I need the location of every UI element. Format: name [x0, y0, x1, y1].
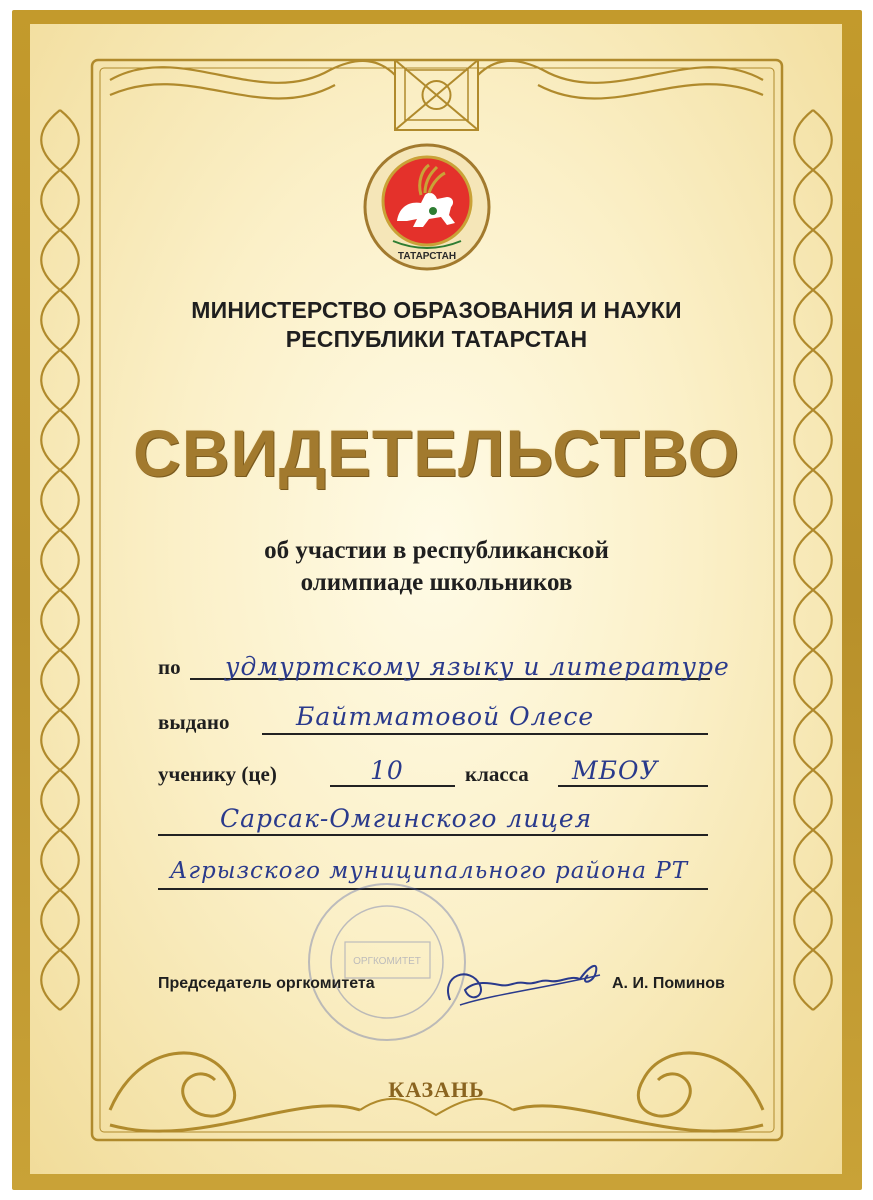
certificate-subtitle: [0, 535, 873, 599]
tatarstan-emblem: [363, 143, 491, 271]
chairman-name: А. И. Поминов: [612, 975, 725, 992]
school-type-value: МБОУ: [572, 756, 659, 785]
student-label: ученику (це): [158, 762, 277, 786]
ministry-line-2: РЕСПУБЛИКИ ТАТАРСТАН: [285, 326, 588, 352]
issued-line: [262, 733, 708, 735]
subtitle-line-1: об участии в республиканской: [264, 537, 609, 564]
grade-value: 10: [370, 756, 404, 785]
school-type-line: [558, 785, 708, 787]
class-label: класса: [465, 762, 529, 786]
issued-label: выдано: [158, 710, 230, 734]
emblem-label: ТАТАРСТАН: [397, 251, 457, 262]
issued-value: Байтматовой Олесе: [296, 702, 595, 731]
school-line: [158, 834, 708, 836]
ministry-header: [0, 296, 873, 354]
subject-label: по: [158, 655, 181, 679]
stamp-text: ОРГКОМИТЕТ: [353, 956, 421, 967]
handwritten-signature: [430, 945, 610, 1015]
school-value: Сарсак-Омгинского лицея: [220, 804, 593, 833]
certificate-title: СВИДЕТЕЛЬСТВО: [133, 416, 740, 490]
grade-line: [330, 785, 455, 787]
district-value: Агрызского муниципального района РТ: [170, 858, 689, 884]
subtitle-line-2: олимпиаде школьников: [300, 569, 573, 596]
chairman-title: Председатель оргкомитета: [158, 975, 375, 992]
subject-value: удмуртскому языку и литературе: [225, 652, 730, 681]
issue-city: КАЗАНЬ: [388, 1077, 485, 1102]
ministry-line-1: МИНИСТЕРСТВО ОБРАЗОВАНИЯ И НАУКИ: [191, 297, 682, 323]
